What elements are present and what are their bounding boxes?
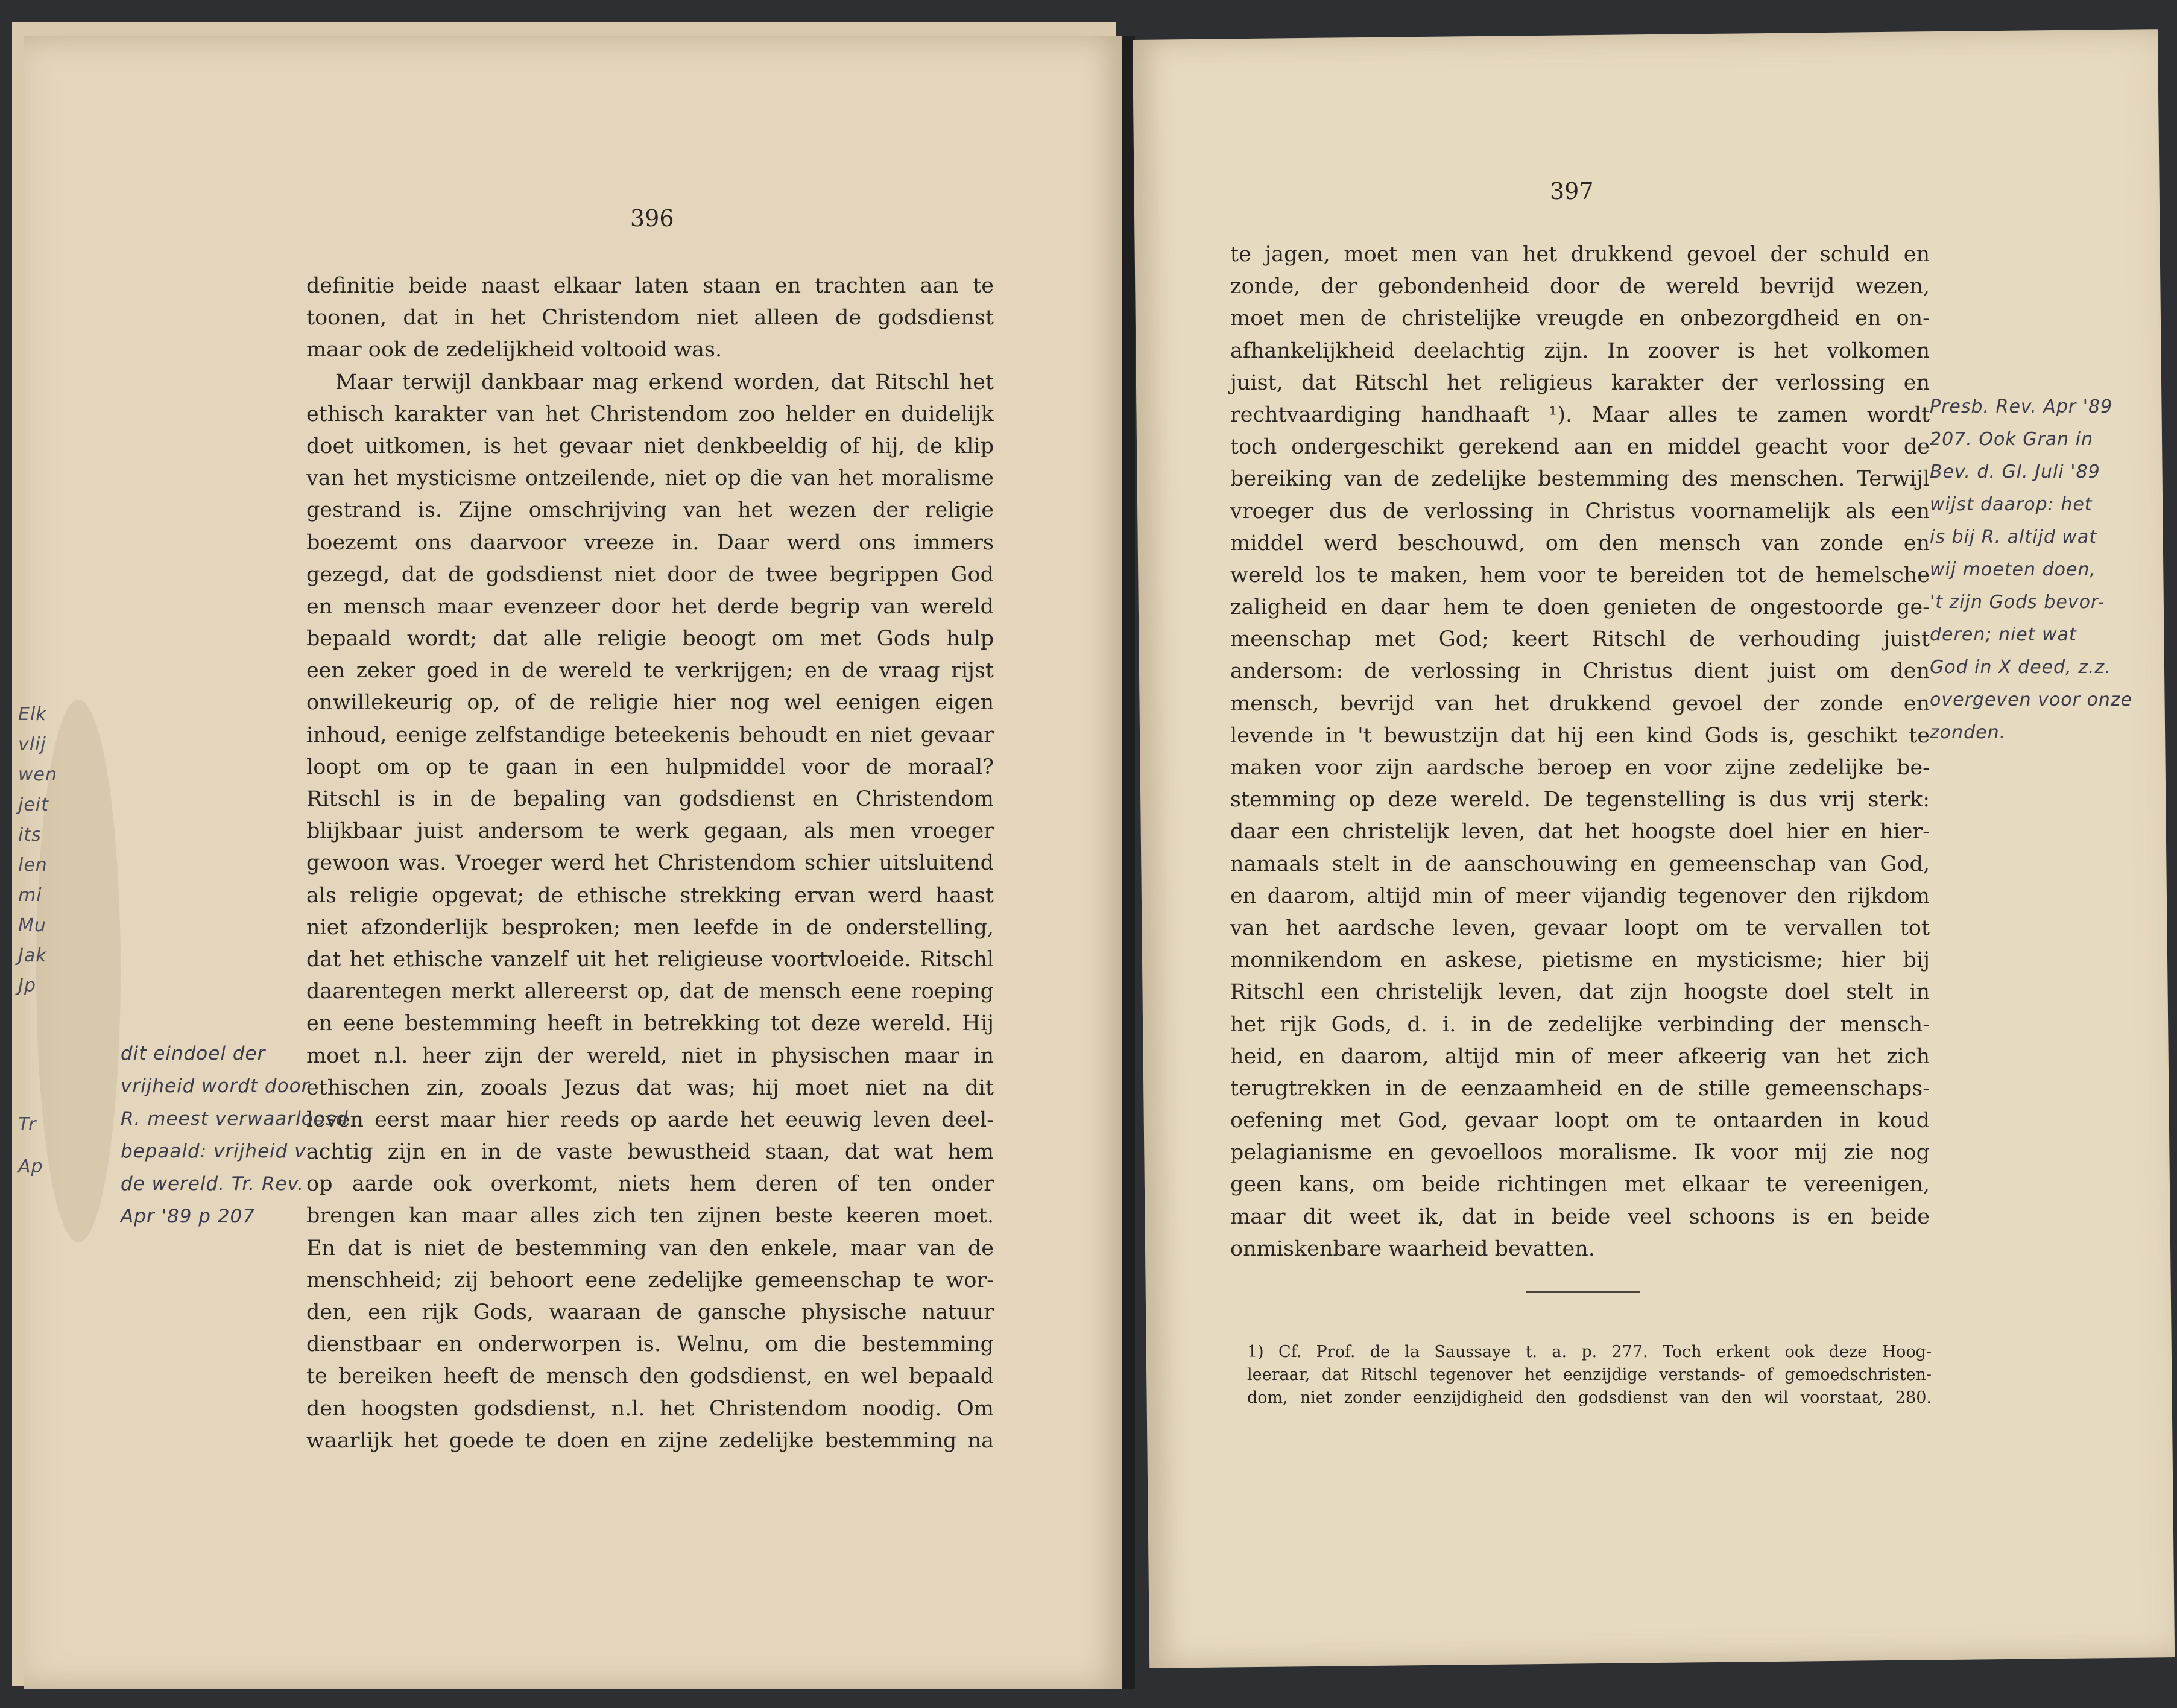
handwritten-line: dit eindoel der [121,1043,266,1064]
handwritten-line: mi [18,885,42,906]
text-line: terugtrekken in de eenzaamheid en de stille gemeenschaps- [1230,1076,1930,1101]
left-page-body-text [306,270,994,1457]
handwritten-line: overgeven voor onze [1930,689,2133,710]
handwritten-line: len [18,855,48,876]
handwritten-line: wijst daarop: het [1930,494,2093,515]
handwritten-line: Apr '89 p 207 [121,1206,256,1227]
text-line: onwillekeurig op, of de religie hier nog wel eenigen eigen [306,691,994,715]
text-line: zaligheid en daar hem te doen genieten de ongestoorde ge- [1230,595,1930,620]
handwritten-line: wen [18,764,58,785]
text-line: den hoogsten godsdienst, n.l. het Christendom noodig. Om [306,1396,994,1421]
text-line: een zeker goed in de wereld te verkrijgen; en de vraag rijst [306,659,994,683]
text-line: als religie opgevat; de ethische strekking ervan werd haast [306,883,994,908]
handwritten-line: its [18,824,42,846]
text-line: afhankelijkheid deelachtig zijn. In zoover is het volkomen [1230,338,1930,363]
text-line: maken voor zijn aardsche beroep en voor zijne zedelijke be- [1230,756,1930,780]
handwritten-note-left-edge [18,700,57,1182]
text-line: niet afzonderlijk besproken; men leefde in de onderstelling, [306,915,994,940]
text-line: daar een christelijk leven, dat het hoogste doel hier en hier- [1230,820,1930,844]
text-line: van het mysticisme ontzeilende, niet op die van het moralisme [306,466,994,491]
text-line: monnikendom en askese, pietisme en mysticisme; hier bij [1230,948,1930,973]
handwritten-line: wij moeten doen, [1930,559,2096,580]
footnote-line: dom, niet zonder eenzijdigheid den godsdienst van den wil voorstaat, 280. [1247,1388,1932,1407]
handwritten-line: Jak [18,945,47,966]
text-line: toonen, dat in het Christendom niet alleen de godsdienst [306,306,994,331]
text-line: middel werd beschouwd, om den mensch van zonde en [1230,531,1930,555]
handwritten-line: 't zijn Gods bevor- [1930,592,2105,613]
text-line: leven eerst maar hier reeds op aarde het eeuwig leven deel- [306,1107,994,1132]
text-line: toch ondergeschikt gerekend aan en middel geacht voor de [1230,435,1930,460]
text-line: te bereiken heeft de mensch den godsdienst, en wel bepaald [306,1364,994,1389]
text-line: daarentegen merkt allereerst op, dat de mensch eene roeping [306,979,994,1004]
handwritten-line: bepaald: vrijheid v [121,1140,306,1162]
handwritten-line: R. meest verwaarloosd [121,1108,349,1130]
handwritten-line: Presb. Rev. Apr '89 [1930,396,2113,417]
text-line: namaals stelt in de aanschouwing en gemeenschap van God, [1230,852,1930,876]
text-line: geen kans, om beide richtingen met elkaar te vereenigen, [1230,1172,1930,1197]
text-line: brengen kan maar alles zich ten zijnen beste keeren moet. [306,1204,994,1229]
text-line: inhoud, eenige zelfstandige beteekenis behoudt en niet gevaar [306,723,994,747]
text-line: Ritschl is in de bepaling van godsdienst en Christendom [306,787,994,811]
text-line: te jagen, moet men van het drukkend gevoel der schuld en [1230,242,1930,267]
handwritten-line: deren; niet wat [1930,624,2077,645]
handwritten-line: Jp [18,975,36,996]
text-line: pelagianisme en gevoelloos moralisme. Ik voor mij zie nog [1230,1140,1930,1165]
text-line: den, een rijk Gods, waaraan de gansche physische natuur [306,1300,994,1324]
text-line: boezemt ons daarvoor vreeze in. Daar werd ons immers [306,530,994,555]
text-line: mensch, bevrijd van het drukkend gevoel der zonde en [1230,691,1930,716]
text-line: bereiking van de zedelijke bestemming des menschen. Terwijl [1230,467,1930,492]
text-line: gezegd, dat de godsdienst niet door de twee begrippen God [306,562,994,587]
handwritten-line: 207. Ook Gran in [1930,429,2094,450]
text-line: rechtvaardiging handhaaft ¹). Maar alles te zamen wordt [1230,402,1930,427]
text-line: juist, dat Ritschl het religieus karakter der verlossing en [1230,370,1930,395]
text-line: dat het ethische vanzelf uit het religieuse voortvloeide. Ritschl [306,947,994,972]
handwritten-line: jeit [18,794,49,815]
text-line: wereld los te maken, hem voor te bereiden tot de hemelsche [1230,563,1930,587]
text-line: ethischen zin, zooals Jezus dat was; hij moet niet na dit [306,1075,994,1100]
text-line: en daarom, altijd min of meer vijandig tegenover den rijkdom [1230,884,1930,908]
text-line: dienstbaar en onderworpen is. Welnu, om die bestemming [306,1332,994,1357]
text-line: op aarde ook overkomt, niets hem deren of ten onder [306,1172,994,1197]
handwritten-line: de wereld. Tr. Rev. [121,1173,305,1195]
text-line: ethisch karakter van het Christendom zoo helder en duidelijk [306,402,994,426]
text-line: en eene bestemming heeft in betrekking tot deze wereld. Hij [306,1011,994,1036]
handwritten-line: zonden. [1930,722,2006,743]
text-line: zonde, der gebondenheid door de wereld bevrijd wezen, [1230,274,1930,299]
text-line: waarlijk het goede te doen en zijne zedelijke bestemming na [306,1428,994,1453]
handwritten-line: vlij [18,734,46,755]
handwritten-note-left-margin [121,1037,348,1233]
handwritten-line: vrijheid wordt door [121,1075,310,1097]
text-line: menschheid; zij behoort eene zedelijke gemeenschap te wor- [306,1268,994,1292]
text-line: moet men de christelijke vreugde en onbezorgdheid en on- [1230,306,1930,331]
text-line: het rijk Gods, d. i. in de zedelijke verbinding der mensch- [1230,1012,1930,1037]
book-spine [1122,36,1135,1689]
handwritten-line: Mu [18,915,46,936]
footnote [1247,1341,1932,1409]
text-line: van het aardsche leven, gevaar loopt om te vervallen tot [1230,916,1930,940]
text-line: En dat is niet de bestemming van den enkele, maar van de [306,1236,994,1260]
text-line: definitie beide naast elkaar laten staan en trachten aan te [306,274,994,298]
page-number-right: 397 [1550,178,1594,204]
text-line: en mensch maar evenzeer door het derde begrip van wereld [306,594,994,619]
handwritten-line: Tr [18,1114,37,1135]
handwritten-line: Ap [18,1156,43,1177]
text-line: maar dit weet ik, dat in beide veel schoons is en beide [1230,1204,1930,1229]
text-line: onmiskenbare waarheid bevatten. [1230,1236,1595,1261]
text-line: vroeger dus de verlossing in Christus voornamelijk als een [1230,499,1930,523]
text-line: heid, en daarom, altijd min of meer afkeerig van het zich [1230,1044,1930,1069]
handwritten-line: God in X deed, z.z. [1930,657,2111,678]
handwritten-line: is bij R. altijd wat [1930,527,2097,548]
right-page-body-text [1230,239,1930,1265]
text-line: gestrand is. Zijne omschrijving van het wezen der religie [306,498,994,523]
text-line: stemming op deze wereld. De tegenstelling is dus vrij sterk: [1230,788,1930,812]
footnote-line: leeraar, dat Ritschl tegenover het eenzijdige verstands- of gemoedschristen- [1247,1365,1932,1384]
text-line: bepaald wordt; dat alle religie beoogt om met Gods hulp [306,627,994,651]
text-line: moet n.l. heer zijn der wereld, niet in physischen maar in [306,1043,994,1068]
text-line: andersom: de verlossing in Christus dient juist om den [1230,659,1930,684]
text-line: maar ook de zedelijkheid voltooid was. [306,338,722,362]
text-line: levende in 't bewustzijn dat hij een kind Gods is, geschikt te [1230,723,1930,748]
text-line: meenschap met God; keert Ritschl de verhouding juist [1230,627,1930,652]
handwritten-line: Bev. d. Gl. Juli '89 [1930,461,2100,482]
footnote-separator-rule [1526,1291,1640,1293]
page-number-left: 396 [630,205,674,232]
text-line: Maar terwijl dankbaar mag erkend worden, dat Ritschl het [335,370,994,394]
text-line: loopt om op te gaan in een hulpmiddel voor de moraal? [306,754,994,779]
handwritten-note-right-margin [1930,391,2132,749]
text-line: gewoon was. Vroeger werd het Christendom schier uitsluitend [306,851,994,876]
text-line: doet uitkomen, is het gevaar niet denkbeeldig of hij, de klip [306,434,994,458]
footnote-line: 1) Cf. Prof. de la Saussaye t. a. p. 277. Toch erkent ook deze Hoog- [1247,1343,1932,1361]
text-line: oefening met God, gevaar loopt om te ontaarden in koud [1230,1109,1930,1133]
text-line: achtig zijn en in de vaste bewustheid staan, dat wat hem [306,1140,994,1165]
handwritten-line: Elk [18,704,47,725]
text-line: blijkbaar juist andersom te werk gegaan, als men vroeger [306,819,994,844]
text-line: Ritschl een christelijk leven, dat zijn hoogste doel stelt in [1230,980,1930,1005]
